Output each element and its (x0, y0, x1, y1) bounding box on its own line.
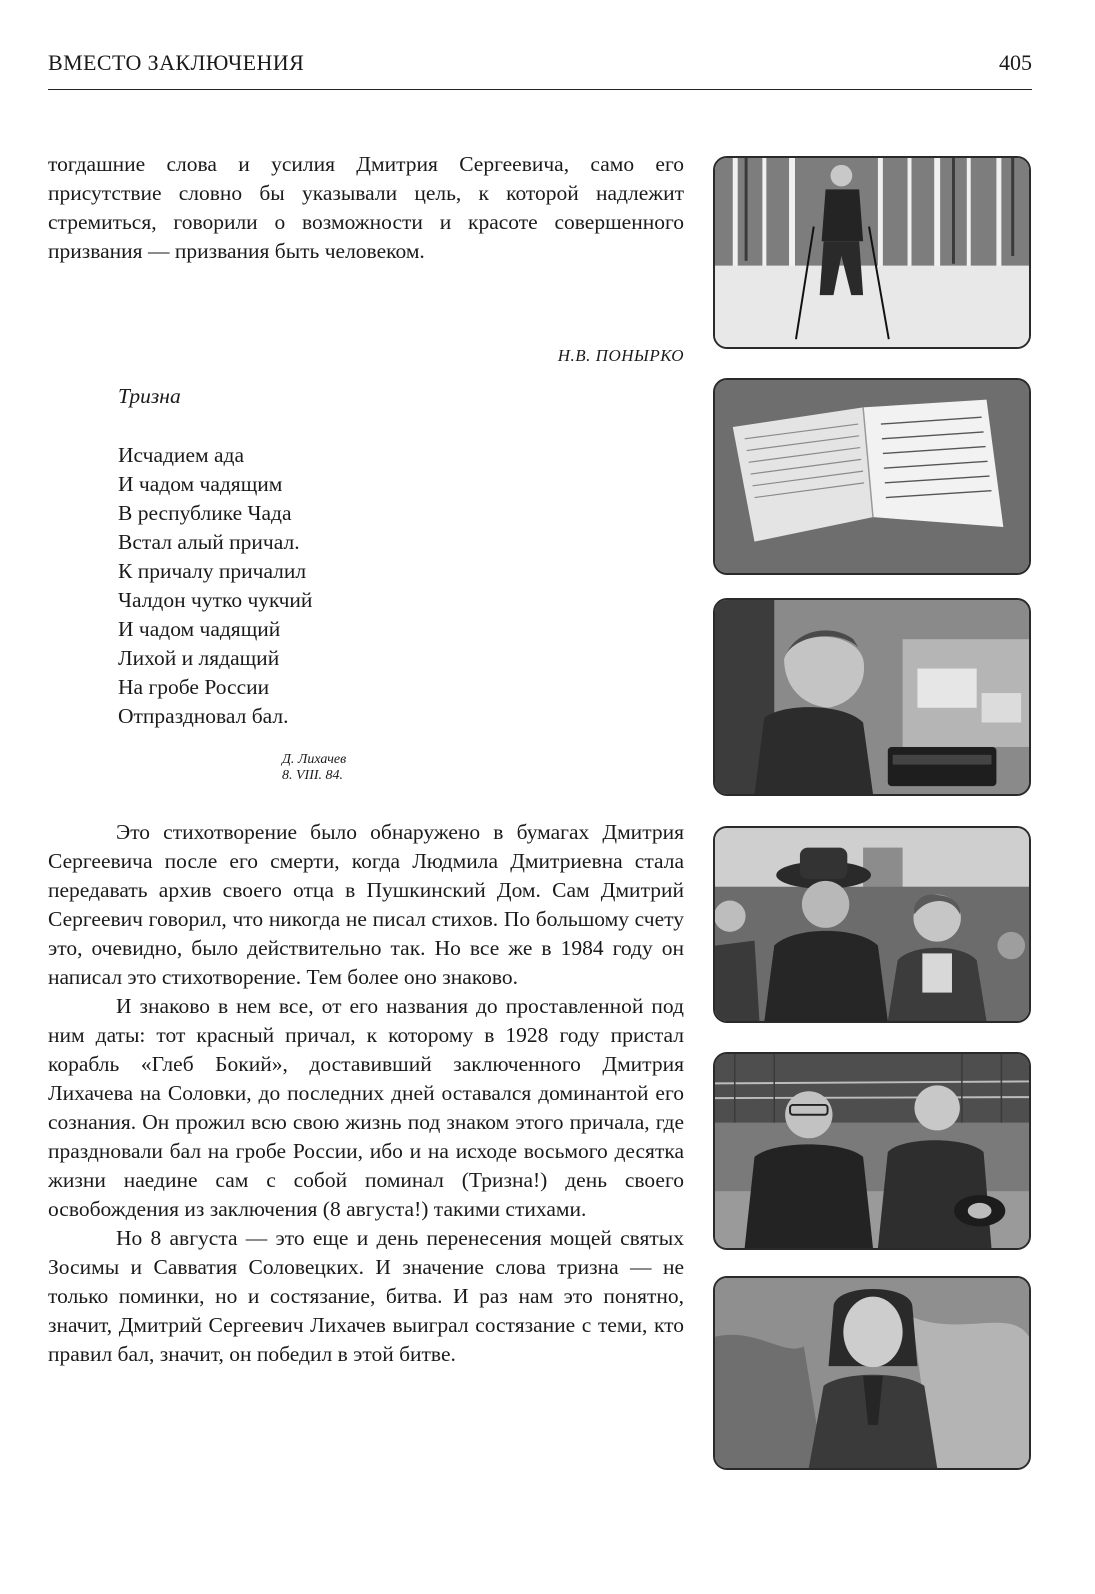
header-rule (48, 89, 1032, 90)
photo-manuscript (713, 378, 1031, 575)
poem-line: И чадом чадящим (118, 472, 283, 496)
poem-line: Отпраздновал бал. (118, 704, 289, 728)
intro-paragraph: тогдашние слова и усилия Дмитрия Сергеевича, само его присутствие словно бы указывали цель, к которой надлежит стремиться, говорили о возможности и красоте совершенного призвания — призвания быть человеком. (48, 152, 684, 263)
poem-line: К причалу причалил (118, 559, 307, 583)
photo-portrait-girl (713, 1276, 1031, 1470)
poem-line: Чалдон чутко чукчий (118, 588, 313, 612)
photo-men-outdoors (713, 826, 1031, 1023)
photo-man-with-typewriter (713, 598, 1031, 796)
poem-line: В республике Чада (118, 501, 292, 525)
poem-line: И чадом чадящий (118, 617, 281, 641)
poem-line: Лихой и лядащий (118, 646, 280, 670)
section-title: ВМЕСТО ЗАКЛЮЧЕНИЯ (48, 50, 305, 75)
poem-title: Тризна (118, 384, 181, 408)
poem-line: Исчадием ада (118, 443, 244, 467)
page-number: 405 (999, 50, 1032, 75)
poem-signature: Д. Лихачев (282, 752, 347, 767)
intro-column (48, 150, 684, 266)
poem-body (118, 441, 312, 731)
poem-line: Встал алый причал. (118, 530, 300, 554)
body-paragraph: И знаково в нем все, от его названия до проставленной под ним даты: тот красный причал, к которому в 1928 году пристал корабль «Глеб Бокий», доставивший заключенного Дмитрия Лихачева на Соловки, до последних дней оставался доминантой его сознания. Он прожил всю свою жизнь под знаком этого причала, где праздновали бал на гробе России, ибо и на исходе восьмого десятка жизни наедине сам с собой поминал (Тризна!) день своего освобождения из заключения (8 августа!) такими стихами. (48, 994, 684, 1221)
poem-line: На гробе России (118, 675, 270, 699)
photo-skier-in-forest (713, 156, 1031, 349)
photo-two-men (713, 1052, 1031, 1250)
running-head (48, 48, 1032, 80)
poem-signature-block (282, 752, 346, 784)
body-paragraph: Но 8 августа — это еще и день перенесения мощей святых Зосимы и Савватия Соловецких. И значение слова тризна — не только поминки, но и состязание, битва. И раз нам это понятно, значит, Дмитрий Сергеевич Лихачев выиграл состязание с теми, кто правил бал, значит, он победил в этой битве. (48, 1226, 684, 1366)
body-paragraph: Это стихотворение было обнаружено в бумагах Дмитрия Сергеевича после его смерти, когда Людмила Дмитриевна стала передавать архив своего отца в Пушкинский Дом. Сам Дмитрий Сергеевич говорил, что никогда не писал стихов. По большому счету это, очевидно, было действительно так. Но все же в 1984 году он написал это стихотворение. Тем более оно знаково. (48, 820, 684, 989)
poem-date: 8. VIII. 84. (282, 768, 344, 783)
article-author: Н.В. ПОНЫРКО (557, 346, 684, 365)
body-column (48, 818, 684, 1369)
